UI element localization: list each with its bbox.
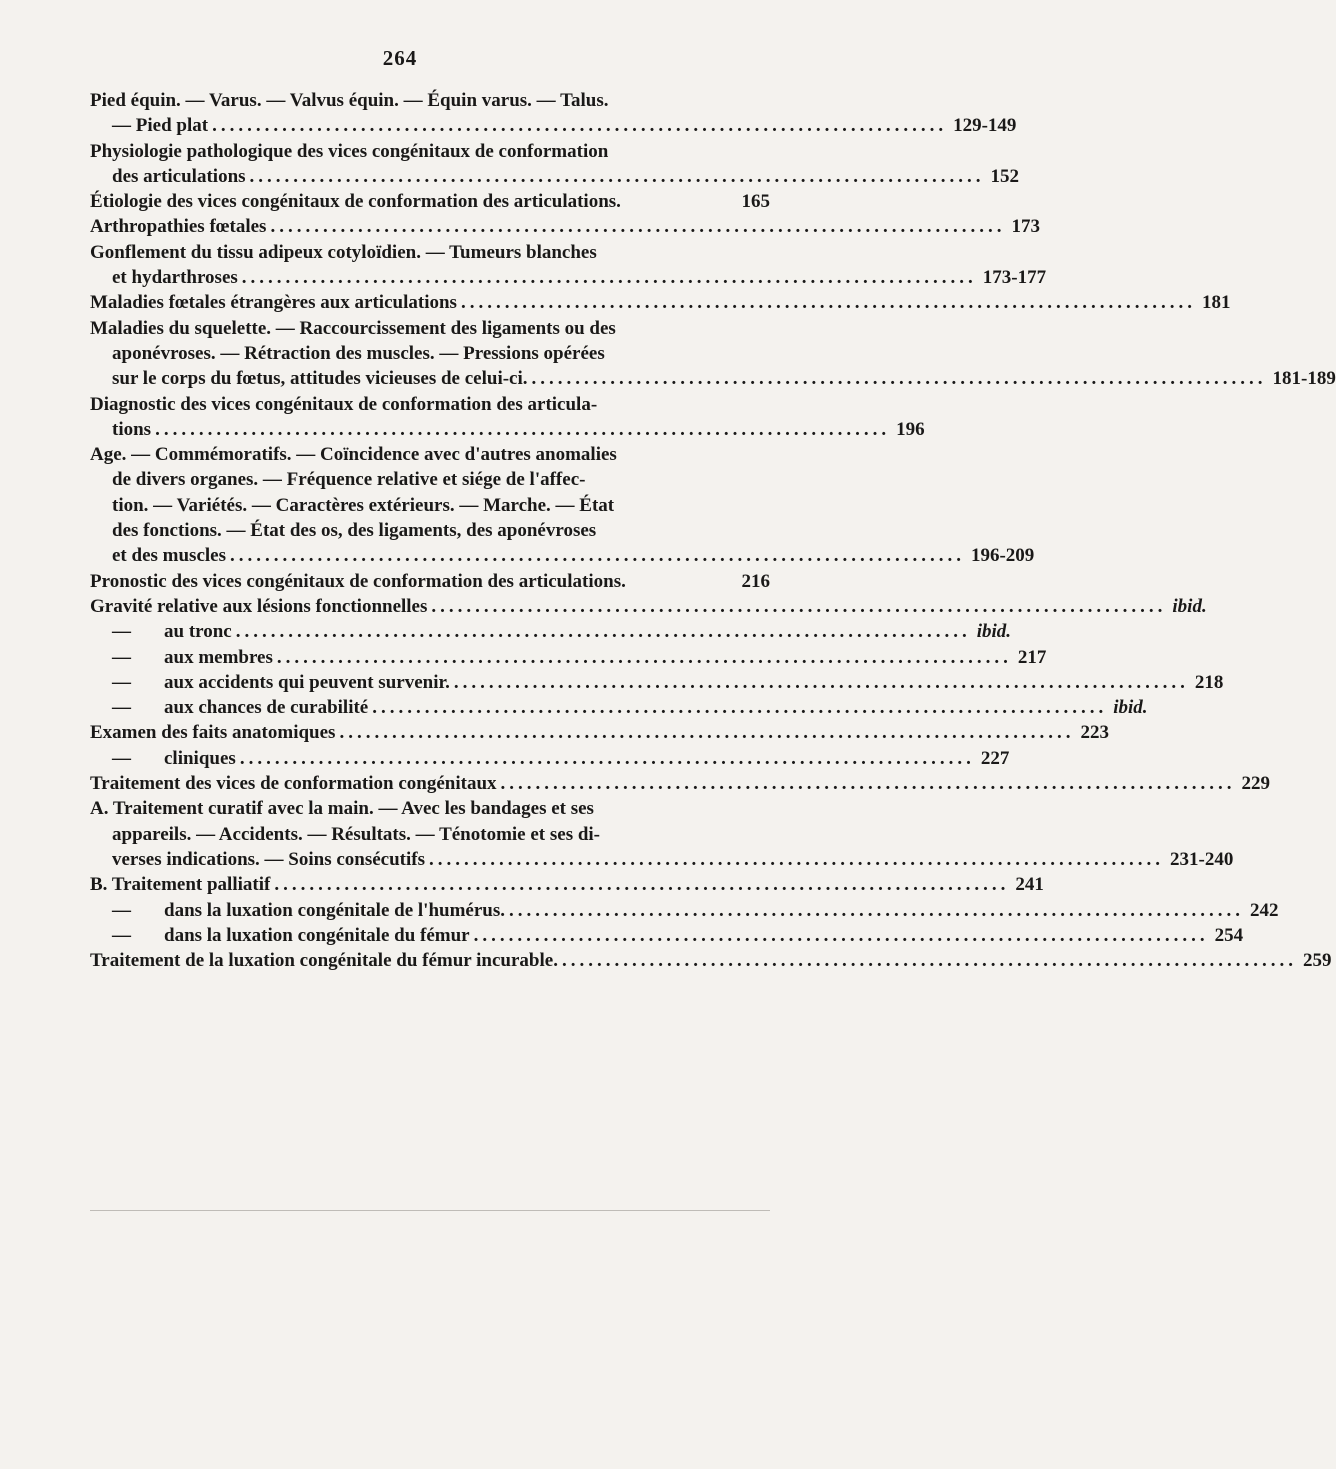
toc-entry <box>90 594 1207 619</box>
toc-page-ref: 227 <box>980 747 1010 769</box>
toc-dash: — <box>112 697 131 719</box>
toc-dash: — <box>112 671 131 693</box>
toc-entry <box>90 872 1044 897</box>
toc-entry-text: Étiologie des vices congénitaux de conformation des articulations. <box>90 191 621 213</box>
toc-page-ref: 196 <box>896 418 925 440</box>
toc-entry <box>90 316 1336 392</box>
dot-leader: .................................................................................... <box>453 671 1189 693</box>
dot-leader: .................................................................................... <box>212 115 948 137</box>
toc-page-ref: 229 <box>1241 773 1271 795</box>
toc-entry-line <box>90 265 1047 290</box>
dot-leader: .................................................................................... <box>509 899 1244 921</box>
toc-entry-text: B. Traitement palliatif <box>90 874 271 896</box>
dot-leader: .................................................................................... <box>473 924 1209 946</box>
toc-entry-text: au tronc <box>164 621 232 643</box>
dot-leader: .................................................................................... <box>249 165 985 187</box>
dot-leader: .................................................................................... <box>531 368 1267 390</box>
toc-sub-entry <box>90 898 1279 923</box>
dot-leader: .................................................................................... <box>339 722 1075 744</box>
toc-page-ref: 242 <box>1250 899 1279 921</box>
toc-page-ref: 254 <box>1214 924 1244 946</box>
toc-entry-line <box>90 822 770 847</box>
toc-entry-line <box>90 720 1109 745</box>
toc-entry-text: A. Traitement curatif avec la main. — Avec les bandages et ses <box>90 798 594 820</box>
dot-leader: .................................................................................... <box>274 874 1010 896</box>
table-of-contents <box>90 88 1336 973</box>
toc-page-ref: 173-177 <box>982 267 1047 289</box>
toc-entry-line <box>90 189 770 214</box>
toc-entry-text: appareils. — Accidents. — Résultats. — Ténotomie et ses di- <box>112 823 601 845</box>
toc-entry <box>90 392 925 443</box>
toc-entry <box>90 189 770 214</box>
bottom-rule <box>90 1210 770 1211</box>
toc-entry-text: et des muscles <box>112 545 226 567</box>
toc-dash: — <box>112 899 131 921</box>
toc-sub-text-wrap <box>112 746 236 771</box>
toc-entry-line <box>90 543 1035 568</box>
toc-entry-line <box>90 594 1207 619</box>
toc-entry <box>90 88 1017 139</box>
toc-page-ref: 231-240 <box>1170 848 1234 870</box>
toc-dash: — <box>112 646 131 668</box>
toc-entry-line <box>90 113 1017 138</box>
toc-dash: — <box>112 924 131 946</box>
toc-sub-text-wrap <box>112 695 368 720</box>
toc-sub-entry <box>90 670 1224 695</box>
toc-entry-text: aponévroses. — Rétraction des muscles. — Pressions opérées <box>112 342 605 364</box>
toc-entry-text: Gonflement du tissu adipeux cotyloïdien. — Tumeurs blanches <box>90 241 597 263</box>
toc-entry-line <box>90 847 1234 872</box>
toc-dash: — <box>112 747 131 769</box>
toc-entry-line <box>90 366 1336 391</box>
dot-leader: .................................................................................... <box>276 646 1012 668</box>
toc-entry <box>90 290 1231 315</box>
toc-entry-line <box>90 442 770 467</box>
toc-page-ref: 173 <box>1011 216 1040 238</box>
toc-entry-text: Diagnostic des vices congénitaux de conformation des articula- <box>90 393 598 415</box>
toc-entry-text: des fonctions. — État des os, des ligaments, des aponévroses <box>112 520 597 542</box>
dot-leader: .................................................................................... <box>241 267 977 289</box>
toc-page-ref: 181 <box>1201 292 1231 314</box>
toc-entry-text: dans la luxation congénitale du fémur <box>164 924 470 946</box>
toc-entry-text: Maladies du squelette. — Raccourcissement des ligaments ou des <box>90 317 616 339</box>
dot-leader: .................................................................................... <box>429 848 1164 870</box>
toc-entry-line <box>90 316 770 341</box>
toc-entry-line <box>90 898 1279 923</box>
toc-entry-text: Age. — Commémoratifs. — Coïncidence avec d'autres anomalies <box>90 444 617 466</box>
toc-entry-line <box>90 88 770 113</box>
toc-entry-text: Examen des faits anatomiques <box>90 722 336 744</box>
toc-entry-line <box>90 872 1044 897</box>
toc-entry-line <box>90 214 1040 239</box>
toc-entry-line <box>90 417 925 442</box>
dot-leader: .................................................................................... <box>229 545 965 567</box>
toc-entry-line <box>90 771 1271 796</box>
dot-leader: .................................................................................... <box>155 418 891 440</box>
toc-entry-text: — Pied plat <box>112 115 209 137</box>
toc-entry-line <box>90 948 1332 973</box>
toc-sub-entry <box>90 695 1148 720</box>
toc-entry-text: tions <box>112 418 152 440</box>
toc-entry-line <box>90 619 1012 644</box>
toc-sub-text-wrap <box>112 645 273 670</box>
toc-page-ref: 196-209 <box>970 545 1035 567</box>
toc-entry <box>90 139 1020 190</box>
toc-entry-text: tion. — Variétés. — Caractères extérieurs. — Marche. — État <box>112 494 615 516</box>
toc-page-ref: ibid. <box>1172 595 1207 617</box>
toc-sub-entry <box>90 619 1012 644</box>
toc-page-ref: 259 <box>1302 950 1332 972</box>
toc-entry <box>90 771 1271 796</box>
toc-page-ref: 241 <box>1015 874 1044 896</box>
toc-entry-line <box>90 467 770 492</box>
toc-page-ref: 165 <box>741 191 770 213</box>
toc-entry-line <box>90 796 770 821</box>
toc-entry <box>90 796 1234 872</box>
toc-entry <box>90 948 1332 973</box>
toc-sub-entry <box>90 923 1244 948</box>
toc-entry-line <box>90 923 1244 948</box>
toc-entry <box>90 214 1040 239</box>
toc-entry-text: verses indications. — Soins consécutifs <box>112 848 425 870</box>
toc-entry-line <box>90 645 1047 670</box>
toc-page-ref: ibid. <box>976 621 1012 643</box>
toc-dash: — <box>112 621 131 643</box>
toc-entry-text: Arthropathies fœtales <box>90 216 267 238</box>
toc-entry-line <box>90 518 770 543</box>
toc-page-ref: 216 <box>741 570 770 592</box>
toc-entry-text: Traitement de la luxation congénitale du fémur incurable. <box>90 950 558 972</box>
toc-entry-line <box>90 139 770 164</box>
toc-entry-line <box>90 240 770 265</box>
toc-sub-text-wrap <box>112 619 232 644</box>
toc-page-ref: 181-189 <box>1272 368 1336 390</box>
toc-entry-text: des articulations <box>112 165 246 187</box>
dot-leader: .................................................................................... <box>561 950 1297 972</box>
toc-sub-entry <box>90 645 1047 670</box>
toc-sub-text-wrap <box>112 670 450 695</box>
dot-leader: .................................................................................... <box>460 292 1196 314</box>
toc-entry-line <box>90 341 770 366</box>
dot-leader: .................................................................................... <box>372 697 1108 719</box>
page-number: 264 <box>382 46 418 70</box>
toc-entry-text: cliniques <box>164 747 236 769</box>
dot-leader: .................................................................................... <box>431 595 1167 617</box>
toc-entry-line <box>90 670 1224 695</box>
toc-entry-line <box>90 695 1148 720</box>
toc-entry-line <box>90 290 1231 315</box>
toc-page-ref: ibid. <box>1113 697 1148 719</box>
toc-entry-line <box>90 746 1010 771</box>
dot-leader: .................................................................................... <box>239 747 975 769</box>
toc-page-ref: 223 <box>1080 722 1109 744</box>
toc-entry-text: aux membres <box>164 646 273 668</box>
toc-entry-text: dans la luxation congénitale de l'humérus. <box>164 899 505 921</box>
toc-entry-line <box>90 569 770 594</box>
toc-entry <box>90 569 770 594</box>
toc-entry-text: aux chances de curabilité <box>164 697 369 719</box>
toc-entry-text: et hydarthroses <box>112 267 238 289</box>
dot-leader: .................................................................................... <box>500 773 1236 795</box>
toc-entry-text: sur le corps du fœtus, attitudes vicieuses de celui-ci. <box>112 368 528 390</box>
toc-sub-entry <box>90 746 1010 771</box>
toc-entry-line <box>90 164 1020 189</box>
toc-entry <box>90 240 1047 291</box>
toc-entry <box>90 442 1035 568</box>
toc-entry-text: Maladies fœtales étrangères aux articulations <box>90 292 457 314</box>
toc-sub-text-wrap <box>112 923 470 948</box>
toc-entry-text: Gravité relative aux lésions fonctionnelles <box>90 595 428 617</box>
toc-entry-text: de divers organes. — Fréquence relative et siége de l'affec- <box>112 469 586 491</box>
toc-entry-text: Pronostic des vices congénitaux de conformation des articulations. <box>90 570 626 592</box>
dot-leader: .................................................................................... <box>235 621 971 643</box>
toc-entry-text: Physiologie pathologique des vices congénitaux de conformation <box>90 140 609 162</box>
toc-entry-text: aux accidents qui peuvent survenir. <box>164 671 450 693</box>
toc-page-ref: 217 <box>1017 646 1047 668</box>
toc-page-ref: 218 <box>1194 671 1224 693</box>
toc-entry-line <box>90 493 770 518</box>
toc-page-ref: 129-149 <box>953 115 1017 137</box>
toc-entry-text: Pied équin. — Varus. — Valvus équin. — Équin varus. — Talus. <box>90 90 609 111</box>
toc-entry-text: Traitement des vices de conformation congénitaux <box>90 773 497 795</box>
toc-entry <box>90 720 1109 745</box>
toc-entry-line <box>90 392 770 417</box>
toc-page-ref: 152 <box>990 165 1020 187</box>
dot-leader: .................................................................................... <box>270 216 1006 238</box>
toc-sub-text-wrap <box>112 898 505 923</box>
